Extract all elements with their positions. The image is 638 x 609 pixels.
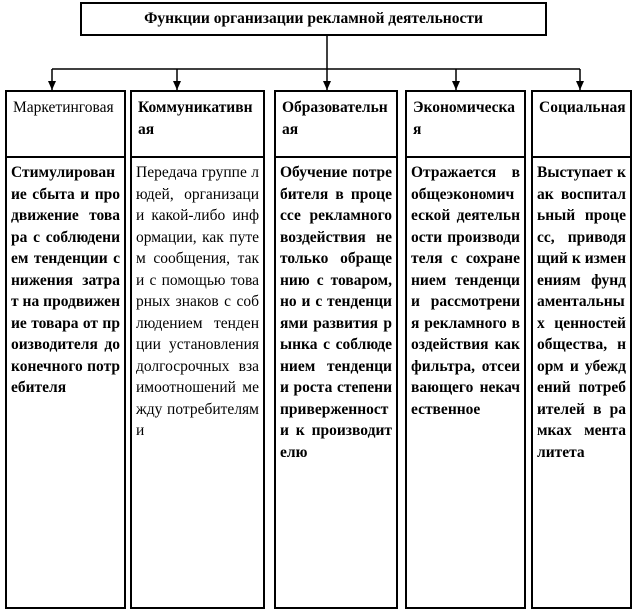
column-marketing: [5, 90, 126, 609]
column-header-educational: Образовательная: [276, 92, 396, 158]
column-header-economic: Экономическая: [407, 92, 524, 158]
column-text-marketing: Стимулирование сбыта и продвижение товара с соблюдением тенденции снижения затрат на продвижение товара от производителя до конечного потребителя: [11, 164, 120, 396]
column-text-communicative: Передача группе людей, организации какой-либо информации, как путем сообщения, так и с помощью товарных знаков с соблюдением тенденции установления долгосрочных взаимоотношений между потребителями: [136, 164, 259, 439]
column-header-marketing: Маркетинговая: [7, 92, 124, 158]
column-educational: [274, 90, 398, 609]
column-economic: [405, 90, 526, 609]
column-communicative: [130, 90, 265, 609]
diagram-title: Функции организации рекламной деятельности: [144, 10, 483, 27]
root-function-box: [80, 2, 547, 36]
column-text-economic: Отражается в общеэкономической деятельности производителя с сохранением тенденции рассмотрения рекламного воздействия как фильтра, отсеивающего некачественное: [411, 164, 520, 418]
column-social: [531, 90, 632, 609]
column-text-educational: Обучение потребителя в процессе рекламного воздействия не только обращению с товаром, но и с тенденциями развития рынка с соблюдением тенденции роста степени приверженности к производителю: [280, 164, 392, 461]
column-text-social: Выступает как воспитальный процесс, приводящий к изменениям фундаментальных ценностей общества, норм и убеждений потребителей в рамках менталитета: [537, 164, 626, 461]
column-header-communicative: Коммуникативная: [132, 92, 263, 158]
column-header-social: Социальная: [533, 92, 630, 158]
